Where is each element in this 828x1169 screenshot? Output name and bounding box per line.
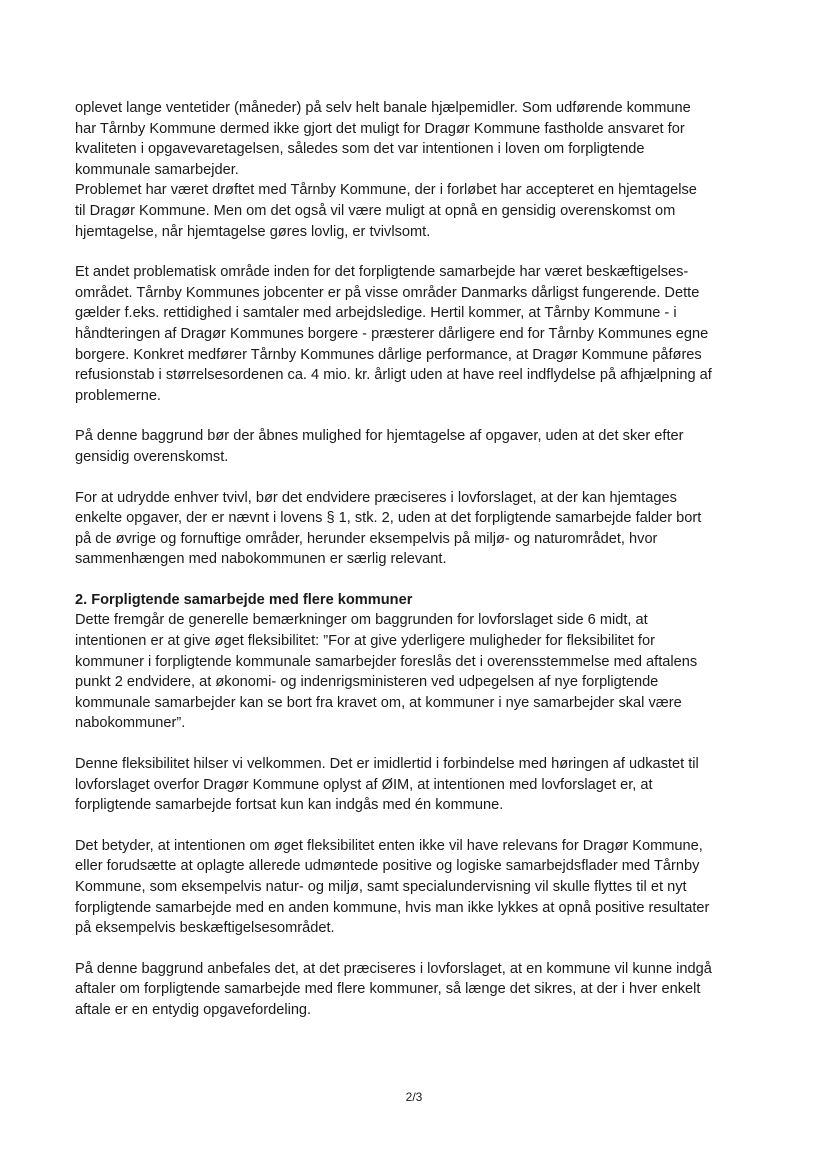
text-line: aftaler om forpligtende samarbejde med flere kommuner, så længe det sikres, at der i hver enkelt: [75, 981, 701, 998]
text-line: kvaliteten i opgavevaretagelsen, således som det var intentionen i loven om forpligtende: [75, 141, 645, 158]
text-line: eller forudsætte at oplagte allerede udmøntede positive og logiske samarbejdsflader med Tårnby: [75, 858, 700, 875]
text-line: til Dragør Kommune. Men om det også vil være muligt at opnå en gensidig overenskomst om: [75, 202, 676, 219]
text-line: lovforslaget overfor Dragør Kommune oplyst af ØIM, at intentionen med lovforslaget er, at: [75, 776, 653, 793]
text-line: refusionstab i størrelsesordenen ca. 4 mio. kr. årligt uden at have reel indflydelse på afhjælpning af: [75, 367, 712, 384]
paragraph-5: [75, 488, 747, 570]
text-line: nabokommuner”.: [75, 715, 186, 732]
text-line: For at udrydde enhver tvivl, bør det endvidere præciseres i lovforslaget, at der kan hjemtages: [75, 489, 677, 506]
text-line: Det betyder, at intentionen om øget fleksibilitet enten ikke vil have relevans for Dragør Kommune,: [75, 837, 703, 854]
paragraph-4: [75, 426, 747, 467]
text-line: aftale er en entydig opgavefordeling.: [75, 1001, 312, 1018]
section2-paragraph-1: [75, 610, 747, 734]
text-line: kommuner i forpligtende kommunale samarbejder foreslås det i overensstemmelse med aftalens: [75, 653, 698, 670]
paragraph-3: [75, 262, 747, 406]
text-line: på eksempelvis beskæftigelsesområdet.: [75, 920, 335, 937]
paragraph-1: [75, 98, 747, 180]
text-line: håndteringen af Dragør Kommunes borgere - præsterer dårligere end for Tårnby Kommunes egne: [75, 325, 709, 342]
text-line: på de øvrige og fornuftige områder, herunder eksempelvis på miljø- og naturområdet, hvor: [75, 530, 658, 547]
text-line: gælder f.eks. rettidighed i samtaler med arbejdsledige. Hertil kommer, at Tårnby Kommune - i: [75, 305, 677, 322]
text-line: På denne baggrund bør der åbnes mulighed for hjemtagelse af opgaver, uden at det sker efter: [75, 428, 684, 445]
text-line: forpligtende samarbejde fortsat kun kan indgås med én kommune.: [75, 797, 504, 814]
text-line: området. Tårnby Kommunes jobcenter er på visse områder Danmarks dårligst fungerende. Dette: [75, 284, 700, 301]
text-line: På denne baggrund anbefales det, at det præciseres i lovforslaget, at en kommune vil kunne indgå: [75, 960, 712, 977]
page-number: 2/3: [405, 1090, 423, 1104]
text-line: gensidig overenskomst.: [75, 448, 229, 465]
text-line: Et andet problematisk område inden for det forpligtende samarbejde har været beskæftigelses-: [75, 264, 689, 281]
document-body: [75, 98, 747, 1041]
text-line: forpligtende samarbejde med en anden kommune, hvis man ikke lykkes at opnå positive resultater: [75, 899, 710, 916]
text-line: kommunale samarbejder kan se bort fra kravet om, at kommuner i nye samarbejder skal være: [75, 694, 682, 711]
section2-paragraph-4: [75, 959, 747, 1021]
text-line: kommunale samarbejder.: [75, 161, 239, 178]
text-line: enkelte opgaver, der er nævnt i lovens § 1, stk. 2, uden at det forpligtende samarbejde falder bort: [75, 510, 702, 527]
text-line: oplevet lange ventetider (måneder) på selv helt banale hjælpemidler. Som udførende kommune: [75, 100, 691, 116]
text-line: borgere. Konkret medfører Tårnby Kommunes dårlige performance, at Dragør Kommune påføres: [75, 346, 702, 363]
text-line: problemerne.: [75, 387, 161, 404]
section2-paragraph-2: [75, 754, 747, 816]
text-line: Kommune, som eksempelvis natur- og miljø, samt specialundervisning vil skulle flyttes til et nyt: [75, 879, 687, 895]
text-line: intentionen er at give øget fleksibilitet: ”For at give yderligere muligheder for fleksibilitet for: [75, 633, 655, 650]
section-heading: 2. Forpligtende samarbejde med flere kommuner: [75, 591, 413, 608]
section2-paragraph-3: [75, 836, 747, 939]
text-line: hjemtagelse, når hjemtagelse gøres lovlig, er tvivlsomt.: [75, 223, 431, 240]
text-line: har Tårnby Kommune dermed ikke gjort det muligt for Dragør Kommune fastholde ansvaret for: [75, 120, 685, 137]
paragraph-2: [75, 180, 747, 242]
text-line: Dette fremgår de generelle bemærkninger om baggrunden for lovforslaget side 6 midt, at: [75, 612, 648, 629]
text-line: punkt 2 endvidere, at økonomi- og indenrigsministeren ved udpegelsen af nye forpligtende: [75, 674, 659, 691]
text-line: sammenhængen med nabokommunen er særlig relevant.: [75, 551, 447, 568]
text-line: Problemet har været drøftet med Tårnby Kommune, der i forløbet har accepteret en hjemtagelse: [75, 182, 697, 199]
text-line: Denne fleksibilitet hilser vi velkommen. Det er imidlertid i forbindelse med høringen af udkastet til: [75, 756, 699, 773]
